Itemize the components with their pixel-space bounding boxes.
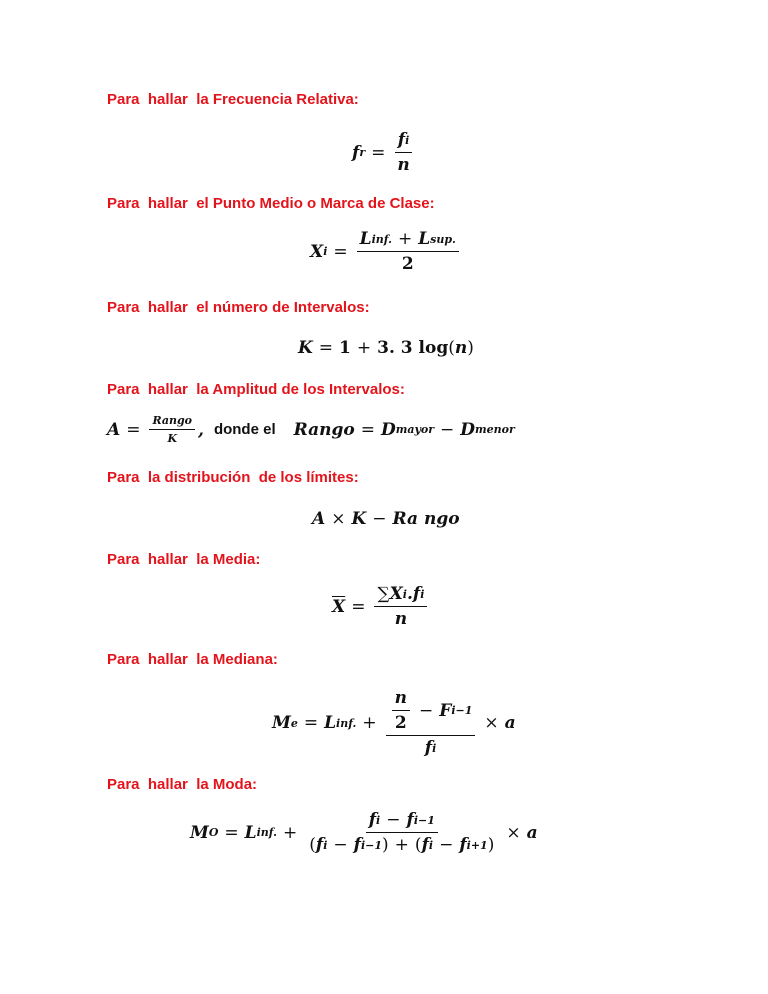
math-token: −: [333, 835, 348, 855]
math-token: M: [272, 713, 291, 733]
math-token: f: [397, 130, 406, 150]
math-token: −: [439, 835, 454, 855]
math-token: n: [394, 609, 408, 629]
formula-limits: [312, 509, 460, 529]
math-token: inf.: [371, 232, 392, 246]
math-token: i: [323, 245, 328, 258]
math-token: +: [356, 338, 372, 358]
fraction-part: [366, 810, 438, 833]
fraction-part: [374, 584, 427, 607]
math-token: 2: [401, 254, 414, 274]
math-token: r: [359, 146, 366, 159]
math-token: ): [382, 835, 389, 855]
math-token: n: [392, 688, 410, 711]
math-token: K: [298, 338, 313, 358]
math-token: −: [419, 700, 434, 721]
math-token: 3. 3: [377, 338, 413, 358]
math-token: a: [504, 713, 516, 733]
math-token: f: [352, 142, 360, 163]
math-token: inf.: [336, 716, 357, 730]
math-token: +: [397, 229, 413, 249]
formula-amplitude: [107, 414, 515, 445]
math-token: (: [309, 835, 316, 855]
fraction-part: [149, 414, 195, 445]
math-token: a: [526, 822, 538, 843]
fraction-part: [386, 688, 476, 736]
math-token: (: [448, 338, 455, 358]
math-token: f: [368, 810, 377, 830]
math-token: n: [454, 338, 468, 358]
math-token: L: [324, 713, 337, 733]
math-token: log: [418, 338, 449, 358]
math-token: +: [362, 713, 377, 733]
math-token: ×: [331, 509, 346, 529]
math-token: A: [312, 509, 326, 529]
math-token: (: [414, 835, 422, 855]
math-token: L: [244, 822, 257, 843]
fraction-part: [395, 130, 413, 153]
math-token: A: [107, 419, 121, 440]
formula-sturges: [298, 338, 474, 358]
math-token: X: [389, 584, 403, 604]
heading-amplitude: Para hallar la Amplitud de los Intervalos:: [107, 381, 405, 398]
math-token: sup.: [430, 232, 456, 246]
formula-mode: [190, 810, 538, 855]
heading-median: Para hallar la Mediana:: [107, 651, 278, 668]
math-token: =: [224, 822, 239, 843]
math-token: mayor: [395, 423, 435, 436]
math-token: ∑: [377, 584, 390, 604]
formula-median: [272, 688, 516, 758]
fraction-part: [394, 130, 412, 175]
heading-intervals: Para hallar el número de Intervalos:: [107, 299, 370, 316]
math-token: f: [412, 584, 421, 604]
math-token: menor: [475, 423, 515, 436]
heading-relative-frequency: Para hallar la Frecuencia Relativa:: [107, 91, 359, 108]
math-token: ): [487, 835, 495, 855]
fraction-part: [422, 736, 440, 758]
math-token: i: [405, 133, 410, 147]
math-token: ×: [484, 713, 499, 733]
math-token: K: [167, 432, 178, 445]
math-token: M: [190, 822, 209, 843]
math-token: f: [459, 835, 467, 855]
math-token: 2: [394, 713, 407, 733]
math-token: .: [406, 584, 413, 604]
math-token: ×: [506, 822, 521, 843]
math-token: X: [310, 241, 324, 262]
math-token: Ra: [392, 509, 419, 529]
math-token: =: [303, 713, 319, 733]
math-token: i−1: [413, 813, 435, 827]
math-token: i: [323, 838, 328, 852]
math-token: f: [315, 835, 324, 855]
heading-mode: Para hallar la Moda:: [107, 776, 258, 793]
heading-class-mark: Para hallar el Punto Medio o Marca de Clase:: [107, 195, 435, 212]
math-token: Rango: [293, 419, 355, 440]
math-token: f: [421, 835, 429, 855]
heading-limits: Para la distribución de los límites:: [107, 469, 359, 486]
math-token: =: [351, 596, 366, 617]
math-token: L: [418, 229, 431, 249]
math-token: ): [467, 338, 474, 358]
heading-mean: Para hallar la Media:: [107, 551, 261, 568]
math-token: f: [424, 738, 433, 758]
math-token: i−1: [451, 704, 473, 717]
math-token: L: [359, 229, 372, 249]
fraction-part: [374, 584, 427, 629]
math-token: f: [406, 810, 414, 830]
fraction-part: [357, 229, 459, 252]
math-token: =: [371, 142, 386, 163]
fraction-part: [306, 833, 497, 855]
math-token: =: [360, 419, 375, 440]
math-token: i−1: [360, 838, 383, 852]
math-token: i: [402, 587, 407, 601]
math-token: =: [126, 419, 141, 440]
math-token: +: [394, 835, 409, 855]
fraction-part: [392, 688, 410, 733]
math-token: −: [386, 810, 401, 830]
math-token: n: [397, 155, 410, 175]
math-token: D: [380, 419, 396, 440]
math-token: D: [460, 419, 476, 440]
math-token: −: [440, 419, 455, 440]
math-token: =: [318, 338, 334, 358]
math-token: K: [351, 509, 367, 529]
math-token: ngo: [423, 509, 460, 529]
math-token: +: [282, 822, 298, 843]
math-token: $\overline{X}$: [332, 596, 346, 617]
math-token: F: [439, 700, 452, 721]
math-token: inf.: [256, 826, 277, 839]
math-token: ,: [198, 419, 204, 440]
fraction-part: [306, 810, 497, 855]
math-token: i: [428, 838, 434, 852]
formula-class-mark: [310, 229, 462, 274]
math-token: 1: [339, 338, 351, 358]
math-token: i: [432, 741, 437, 755]
math-token: =: [333, 241, 348, 262]
formula-mean: [332, 584, 430, 629]
math-token: e: [290, 716, 298, 730]
math-token: i: [420, 587, 425, 601]
math-token: Rango: [149, 414, 195, 430]
fraction-part: [357, 229, 459, 274]
math-token: i: [376, 813, 381, 827]
fraction-part: [386, 688, 476, 758]
math-token: i+1: [466, 838, 488, 852]
math-token: −: [372, 509, 387, 529]
formula-relative-frequency: [352, 130, 416, 175]
math-token: donde el: [213, 421, 276, 438]
math-token: f: [353, 835, 361, 855]
math-token: O: [208, 826, 219, 839]
